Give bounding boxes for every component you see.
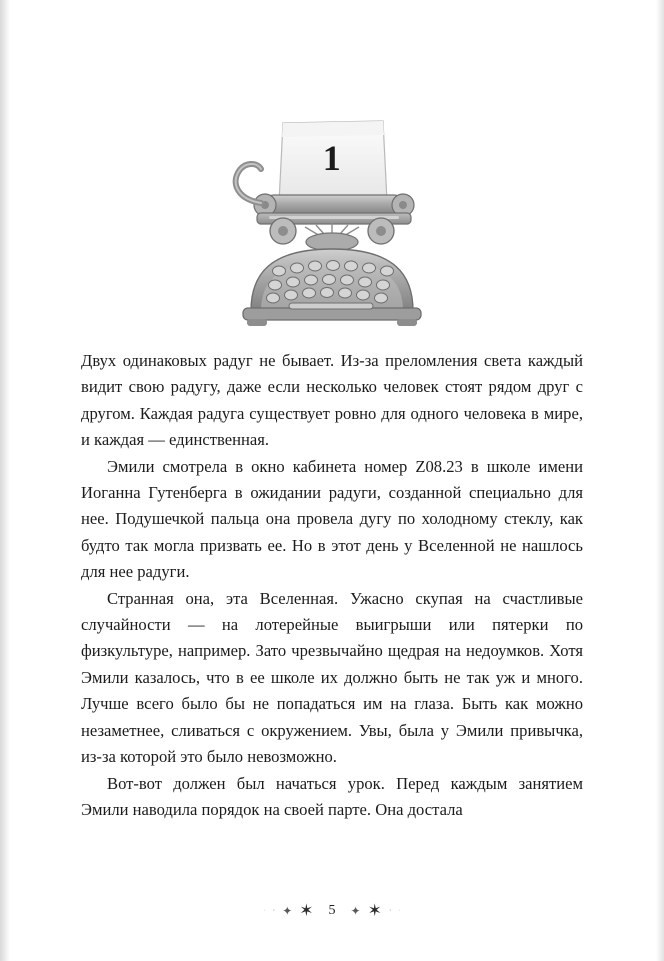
paragraph: Двух одинаковых радуг не бывает. Из-за преломления света каждый видит свою радугу, даже если несколько человек стоят рядом друг с другом. Каждая радуга существует ровно для одного человека в мире, и каждая — единственная. xyxy=(81,351,583,450)
dot-icon: · xyxy=(398,907,401,914)
star-large-icon: ✶ xyxy=(367,901,382,920)
typewriter-illustration xyxy=(217,115,447,330)
dot-icon: · xyxy=(388,905,392,915)
dot-icon: · xyxy=(263,907,266,914)
paragraph: Эмили смотрела в окно кабинета номер Z08.23 в школе имени Иоганна Гутенберга в ожидании радуги, созданной специально для нее. Подушечкой пальца она провела дугу по холодному стеклу, как будто так могла призвать ее. Но в этот день у Вселенной не нашлось для нее радуги. xyxy=(81,456,583,582)
chapter-number: 1 xyxy=(322,138,342,178)
dot-icon: · xyxy=(272,905,276,915)
space-bar xyxy=(289,303,373,309)
ornament-right xyxy=(351,902,401,919)
chapter-illustration xyxy=(0,0,664,330)
star-small-icon: ✦ xyxy=(350,903,361,918)
page-footer xyxy=(0,902,664,919)
star-small-icon: ✦ xyxy=(282,903,293,918)
ornament-left xyxy=(264,902,314,919)
paragraph: Странная она, эта Вселенная. Ужасно скупая на счастливые случайности — на лотерейные выигрыши или пятерки по физкультуре, например. Зато чрезвычайно щедрая на недоумков. Хотя Эмили казалось, что в ее школе их должно быть не так уж и много. Лучше всего было бы не попадаться им на глаза. Быть как можно незаметнее, сливаться с окружением. Увы, была у Эмили привычка, из-за которой это было невозможно. xyxy=(81,588,583,767)
page-number: 5 xyxy=(328,902,336,918)
paragraph: Вот-вот должен был начаться урок. Перед каждым занятием Эмили наводила порядок на своей парте. Она достала xyxy=(81,773,583,819)
chapter-body-text xyxy=(81,330,583,823)
star-large-icon: ✶ xyxy=(299,901,314,920)
